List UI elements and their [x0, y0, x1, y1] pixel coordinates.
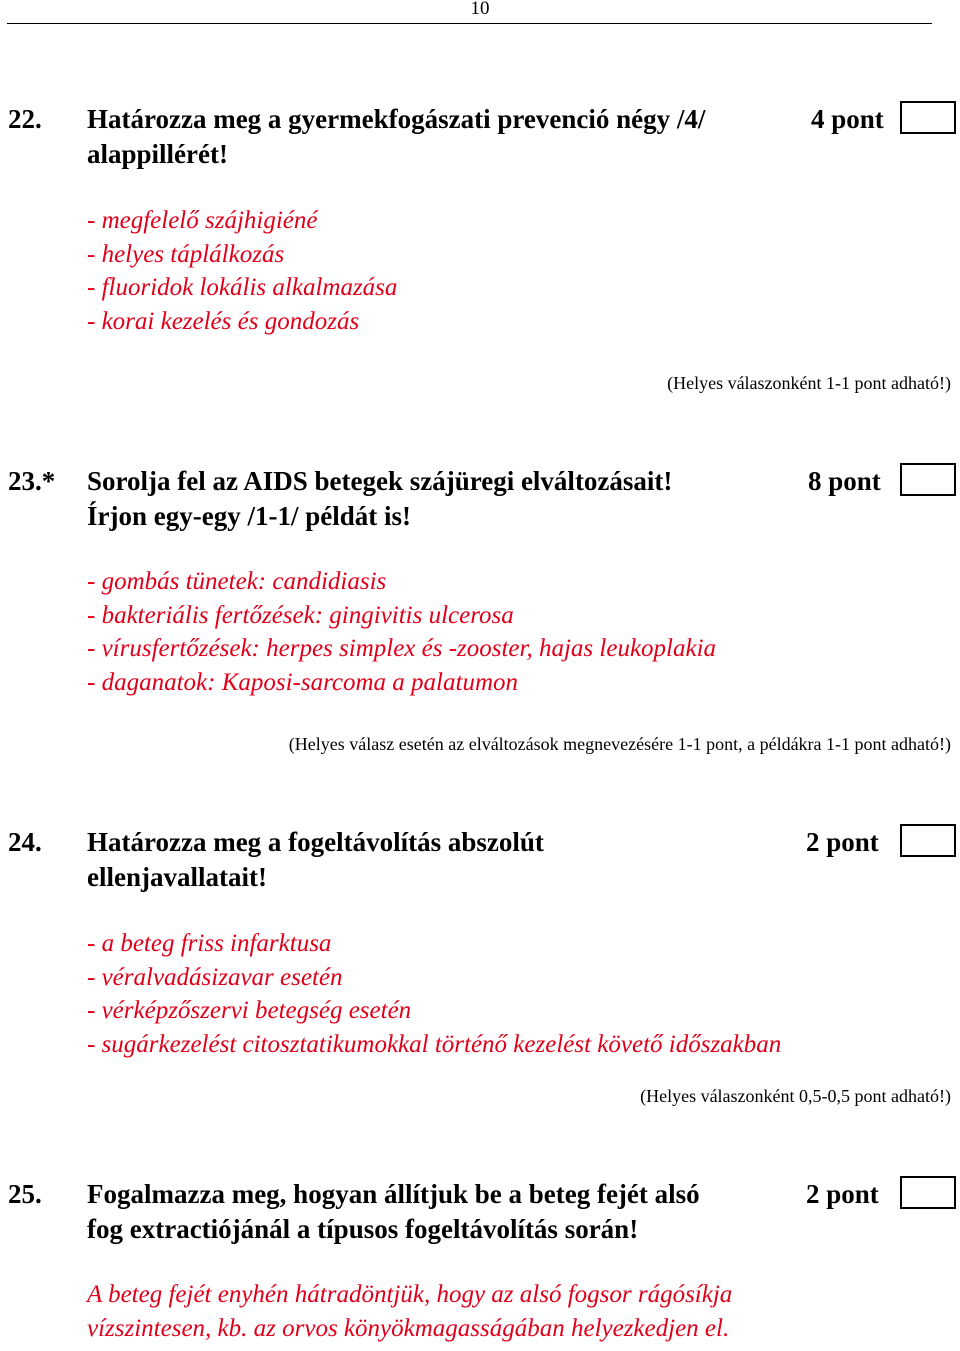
score-box[interactable]	[900, 463, 956, 496]
answer-list	[87, 927, 781, 1061]
scoring-note: (Helyes válasz esetén az elváltozások megnevezésére 1-1 pont, a példákra 1-1 pont adható!)	[288, 734, 951, 754]
question-number: 23.*	[8, 466, 56, 496]
header-rule	[7, 23, 932, 24]
question-title-line: ellenjavallatait!	[87, 862, 267, 892]
answer-line: - helyes táplálkozás	[87, 240, 285, 268]
question-title-line: alappillérét!	[87, 139, 228, 169]
answer-list	[87, 1278, 732, 1345]
scoring-note: (Helyes válaszonként 0,5-0,5 pont adható!)	[640, 1086, 951, 1106]
answer-line: - megfelelő szájhigiéné	[87, 207, 318, 234]
points-label: 2 pont	[806, 1179, 879, 1209]
question-title-line: Sorolja fel az AIDS betegek szájüregi elváltozásait!	[87, 466, 673, 496]
answer-line: - gombás tünetek: candidiasis	[87, 568, 387, 595]
answer-line: - véralvadásizavar esetén	[87, 963, 343, 991]
question-number: 24.	[8, 827, 42, 857]
question-title	[87, 102, 705, 172]
question-title	[87, 464, 672, 534]
question-title-line: fog extractiójánál a típusos fogeltávolítás során!	[87, 1214, 639, 1244]
answer-line: - vírusfertőzések: herpes simplex és -zooster, hajas leukoplakia	[87, 635, 717, 662]
question-title	[87, 1177, 700, 1247]
page-number: 10	[470, 0, 490, 19]
answer-line: vízszintesen, kb. az orvos könyökmagasságában helyezkedjen el.	[87, 1314, 730, 1342]
answer-line: - fluoridok lokális alkalmazása	[87, 274, 398, 301]
score-box[interactable]	[900, 101, 956, 134]
answer-line: - vérképzőszervi betegség esetén	[87, 997, 412, 1024]
points-label: 8 pont	[808, 466, 881, 496]
score-box[interactable]	[900, 824, 956, 857]
answer-line: A beteg fejét enyhén hátradöntjük, hogy az alsó fogsor rágósíkja	[87, 1281, 733, 1308]
answer-line: - daganatok: Kaposi-sarcoma a palatumon	[87, 668, 518, 696]
points-label: 4 pont	[811, 104, 884, 134]
question-title-line: Fogalmazza meg, hogyan állítjuk be a beteg fejét alsó	[87, 1179, 700, 1209]
scoring-note: (Helyes válaszonként 1-1 pont adható!)	[667, 373, 951, 393]
score-box[interactable]	[900, 1176, 956, 1209]
question-title-line: Írjon egy-egy /1-1/ példát is!	[87, 501, 411, 531]
question-title	[87, 825, 544, 895]
question-title-line: Határozza meg a fogeltávolítás abszolút	[87, 827, 544, 857]
question-number: 25.	[8, 1179, 42, 1209]
answer-list	[87, 565, 716, 699]
answer-list	[87, 204, 397, 338]
answer-line: - a beteg friss infarktusa	[87, 930, 332, 957]
answer-line: - sugárkezelést citosztatikumokkal történő kezelést követő időszakban	[87, 1030, 782, 1058]
question-number: 22.	[8, 104, 42, 134]
points-label: 2 pont	[806, 827, 879, 857]
answer-line: - bakteriális fertőzések: gingivitis ulcerosa	[87, 601, 514, 629]
answer-line: - korai kezelés és gondozás	[87, 307, 360, 335]
question-title-line: Határozza meg a gyermekfogászati prevenció négy /4/	[87, 104, 706, 134]
